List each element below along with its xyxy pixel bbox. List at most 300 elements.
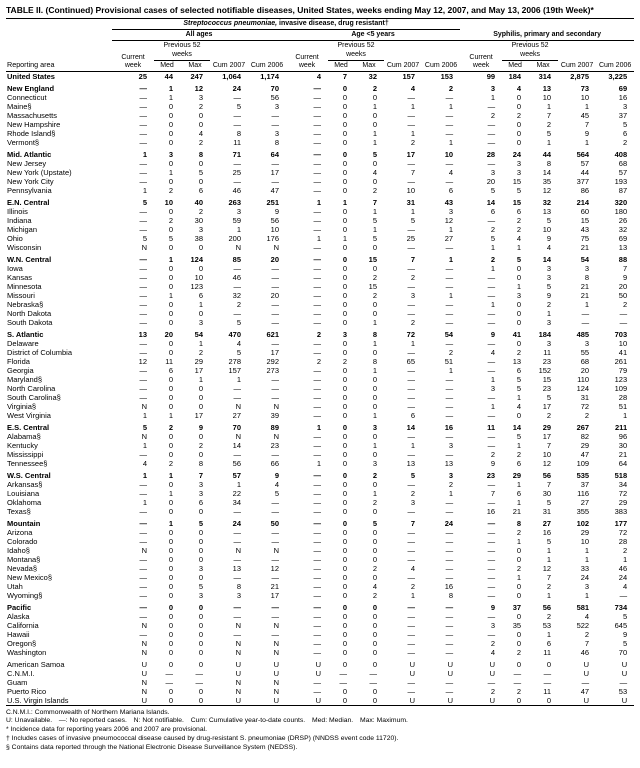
reporting-area-cell: Kansas xyxy=(7,272,33,282)
value-cell: 278 xyxy=(228,356,241,366)
reporting-area-cell: Colorado xyxy=(7,536,38,546)
value-cell: 56 xyxy=(232,458,241,468)
value-cell: — xyxy=(313,590,321,600)
reporting-area-cell: Indiana xyxy=(7,215,32,225)
value-cell: 21 xyxy=(512,506,522,516)
value-cell: 0 xyxy=(198,449,203,459)
value-cell: 0 xyxy=(168,338,173,348)
value-cell: — xyxy=(313,602,321,612)
value-cell: 0 xyxy=(198,554,203,564)
table-body xyxy=(6,71,634,705)
value-cell: 0 xyxy=(342,449,347,459)
value-cell: — xyxy=(139,602,147,612)
value-cell: 0 xyxy=(372,545,377,555)
value-cell: 5 xyxy=(516,185,522,195)
value-cell: — xyxy=(445,263,454,273)
value-cell: 2,875 xyxy=(570,71,590,81)
value-cell: N xyxy=(141,242,147,252)
value-cell: 16 xyxy=(618,92,628,102)
value-cell: 11 xyxy=(165,356,173,366)
value-cell: 5 xyxy=(546,128,552,138)
value-cell: 109 xyxy=(614,383,628,393)
value-cell: — xyxy=(445,686,454,696)
value-cell: 14 xyxy=(486,197,496,207)
value-cell: — xyxy=(487,554,496,564)
value-cell: — xyxy=(271,110,279,120)
value-cell: — xyxy=(487,590,496,600)
value-cell: — xyxy=(487,518,496,528)
value-cell: 0 xyxy=(342,392,347,402)
value-cell: N xyxy=(235,242,241,252)
value-cell: — xyxy=(407,383,415,393)
value-cell: 51 xyxy=(444,356,454,366)
value-cell: — xyxy=(619,308,628,318)
value-cell: 4 xyxy=(584,611,590,621)
value-cell: 2 xyxy=(372,272,377,282)
value-cell: 10 xyxy=(406,185,415,195)
value-cell: U xyxy=(315,659,321,669)
value-cell: 15 xyxy=(512,197,522,207)
value-cell: 29 xyxy=(580,440,590,450)
value-cell: — xyxy=(271,272,279,282)
value-cell: 2 xyxy=(516,215,522,225)
value-cell: — xyxy=(313,167,321,177)
value-cell: 200 xyxy=(228,233,241,243)
reporting-area-cell: Kentucky xyxy=(7,440,38,450)
value-cell: 20 xyxy=(270,254,279,264)
value-cell: N xyxy=(273,620,279,630)
value-cell: 1 xyxy=(198,299,203,309)
value-cell: — xyxy=(445,629,454,639)
value-cell: — xyxy=(487,215,496,225)
value-cell: 32 xyxy=(618,224,628,234)
value-cell: 47 xyxy=(580,449,590,459)
value-cell: 6 xyxy=(448,185,454,195)
value-cell: 0 xyxy=(198,110,203,120)
value-cell: 0 xyxy=(372,383,377,393)
value-cell: 0 xyxy=(342,659,347,669)
value-cell: 3 xyxy=(410,497,415,507)
value-cell: 1 xyxy=(168,92,173,102)
value-cell: 31 xyxy=(580,392,590,402)
value-cell: N xyxy=(235,647,241,657)
value-cell: — xyxy=(139,518,147,528)
reporting-area-cell: North Carolina xyxy=(7,383,56,393)
value-cell: — xyxy=(313,536,321,546)
value-cell: 54 xyxy=(194,329,203,339)
value-cell: — xyxy=(139,392,147,402)
table-row xyxy=(6,357,634,366)
value-cell: — xyxy=(445,410,454,420)
value-cell: 0 xyxy=(516,308,522,318)
value-cell: 0 xyxy=(372,374,377,384)
reporting-area-cell: Wyoming§ xyxy=(7,590,43,600)
value-cell: — xyxy=(233,506,241,516)
value-cell: 13 xyxy=(512,356,522,366)
value-cell: 0 xyxy=(372,401,377,411)
value-cell: — xyxy=(487,392,496,402)
value-cell: — xyxy=(581,677,590,687)
value-cell: 28 xyxy=(618,536,628,546)
table-row xyxy=(6,168,634,177)
value-cell: 0 xyxy=(342,299,347,309)
table-row xyxy=(6,71,634,81)
table-row xyxy=(6,111,634,120)
strep-italic-label: Streptococcus pneumoniae, xyxy=(183,20,278,28)
value-cell: 1 xyxy=(490,92,496,102)
value-cell: 123 xyxy=(614,374,628,384)
reporting-area-cell: Iowa xyxy=(7,263,23,273)
value-cell: 0 xyxy=(342,602,347,612)
value-cell: 0 xyxy=(342,647,347,657)
value-cell: 1,174 xyxy=(260,71,279,81)
reporting-area-cell: Idaho§ xyxy=(7,545,30,555)
col-header-cum-2006: Cum 2006 xyxy=(598,61,632,69)
value-cell: — xyxy=(369,677,377,687)
value-cell: 6 xyxy=(622,128,628,138)
col-header-med: Med xyxy=(508,61,522,69)
value-cell: 0 xyxy=(198,629,203,639)
reporting-area-cell: West Virginia xyxy=(7,410,51,420)
value-cell: — xyxy=(407,602,415,612)
value-cell: 1 xyxy=(410,206,415,216)
value-cell: 1 xyxy=(516,242,522,252)
value-cell: — xyxy=(543,668,552,678)
value-cell: 17 xyxy=(542,401,552,411)
value-cell: — xyxy=(445,602,454,612)
value-cell: 12 xyxy=(138,356,147,366)
value-cell: U xyxy=(409,668,415,678)
value-cell: 0 xyxy=(342,422,347,432)
value-cell: 69 xyxy=(618,233,628,243)
value-cell: — xyxy=(445,506,454,516)
value-cell: — xyxy=(313,506,321,516)
value-cell: 0 xyxy=(168,506,173,516)
table-row xyxy=(6,582,634,591)
value-cell: — xyxy=(513,677,522,687)
table-row xyxy=(6,93,634,102)
value-cell: 3 xyxy=(410,290,415,300)
value-cell: 0 xyxy=(168,527,173,537)
value-cell: 50 xyxy=(270,518,279,528)
value-cell: 13 xyxy=(542,206,552,216)
value-cell: 0 xyxy=(198,308,203,318)
value-cell: 5 xyxy=(372,518,377,528)
table-row xyxy=(6,282,634,291)
value-cell: — xyxy=(271,338,279,348)
value-cell: — xyxy=(313,374,321,384)
value-cell: — xyxy=(445,611,454,621)
value-cell: 0 xyxy=(516,611,522,621)
value-cell: 0 xyxy=(342,224,347,234)
value-cell: 0 xyxy=(342,92,347,102)
value-cell: 4 xyxy=(448,167,454,177)
value-cell: 12 xyxy=(542,185,552,195)
value-cell: 2 xyxy=(516,449,522,459)
value-cell: 4 xyxy=(546,242,552,252)
value-cell: — xyxy=(407,92,415,102)
value-cell: 57 xyxy=(580,158,590,168)
value-cell: — xyxy=(233,527,241,537)
value-cell: 1 xyxy=(372,317,377,327)
value-cell: — xyxy=(619,317,628,327)
value-cell: 3 xyxy=(546,338,552,348)
value-cell: 32 xyxy=(368,71,377,81)
value-cell: 14 xyxy=(512,422,522,432)
value-cell: U xyxy=(489,668,496,678)
value-cell: 176 xyxy=(266,233,279,243)
value-cell: 31 xyxy=(542,506,552,516)
value-cell: 0 xyxy=(516,272,522,282)
value-cell: 13 xyxy=(618,242,628,252)
value-cell: — xyxy=(445,110,454,120)
value-cell: 535 xyxy=(576,470,590,480)
reporting-area-cell: Hawaii xyxy=(7,629,30,639)
value-cell: — xyxy=(487,317,496,327)
value-cell: — xyxy=(233,602,241,612)
value-cell: 27 xyxy=(580,497,590,507)
value-cell: 0 xyxy=(516,659,522,669)
value-cell: 0 xyxy=(342,545,347,555)
value-cell: — xyxy=(407,299,415,309)
value-cell: — xyxy=(445,317,454,327)
value-cell: 21 xyxy=(580,290,590,300)
value-cell: 26 xyxy=(618,215,628,225)
reporting-area-cell: Guam xyxy=(7,677,28,687)
value-cell: 29 xyxy=(512,470,522,480)
value-cell: 72 xyxy=(406,329,415,339)
value-cell: 1 xyxy=(198,374,203,384)
value-cell: 7 xyxy=(584,638,590,648)
value-cell: 1 xyxy=(490,374,496,384)
value-cell: — xyxy=(313,338,321,348)
value-cell: 0 xyxy=(342,497,347,507)
value-cell: 5 xyxy=(198,581,203,591)
value-cell: — xyxy=(487,479,496,489)
value-cell: 0 xyxy=(372,92,377,102)
value-cell: 0 xyxy=(168,383,173,393)
value-cell: 0 xyxy=(372,536,377,546)
value-cell: N xyxy=(141,638,147,648)
value-cell: 152 xyxy=(538,365,552,375)
value-cell: — xyxy=(313,128,321,138)
col-group-strep-pneumoniae xyxy=(112,19,460,30)
value-cell: 0 xyxy=(198,620,203,630)
value-cell: 273 xyxy=(266,365,279,375)
value-cell: — xyxy=(445,392,454,402)
value-cell: 38 xyxy=(194,233,203,243)
value-cell: 9 xyxy=(622,272,628,282)
value-cell: — xyxy=(313,263,321,273)
table-row xyxy=(6,678,634,687)
value-cell: — xyxy=(139,224,147,234)
value-cell: 4 xyxy=(372,167,377,177)
value-cell: 0 xyxy=(372,242,377,252)
value-cell: — xyxy=(487,119,496,129)
value-cell: 4 xyxy=(236,338,241,348)
value-cell: 0 xyxy=(342,128,347,138)
table-row xyxy=(6,300,634,309)
value-cell: — xyxy=(487,272,496,282)
value-cell: 1 xyxy=(546,545,552,555)
value-cell: 5 xyxy=(236,347,241,357)
table-row xyxy=(6,669,634,678)
table-row xyxy=(6,264,634,273)
value-cell: 1 xyxy=(546,629,552,639)
value-cell: 2 xyxy=(516,527,522,537)
value-cell: 0 xyxy=(372,647,377,657)
value-cell: 1 xyxy=(490,299,496,309)
table-row xyxy=(6,639,634,648)
value-cell: 5 xyxy=(372,215,377,225)
value-cell: 2 xyxy=(622,545,628,555)
value-cell: — xyxy=(513,668,522,678)
footnote: † Includes cases of invasive pneumococcal disease caused by drug-resistant S. pneumoniae (DRSP) (NNDSS event code 11720). xyxy=(6,735,399,743)
value-cell: 14 xyxy=(542,167,552,177)
value-cell: 1 xyxy=(168,254,173,264)
value-cell: 2 xyxy=(490,224,496,234)
value-cell: — xyxy=(445,308,454,318)
value-cell: 8 xyxy=(372,329,377,339)
value-cell: 21 xyxy=(580,242,590,252)
value-cell: 35 xyxy=(542,176,552,186)
value-cell: N xyxy=(235,545,241,555)
table-row xyxy=(6,177,634,186)
value-cell: 0 xyxy=(168,101,173,111)
value-cell: — xyxy=(445,449,454,459)
value-cell: N xyxy=(235,431,241,441)
value-cell: — xyxy=(313,518,321,528)
value-cell: 28 xyxy=(618,392,628,402)
table-row xyxy=(6,216,634,225)
value-cell: — xyxy=(487,308,496,318)
value-cell: 3 xyxy=(622,101,628,111)
value-cell: 0 xyxy=(516,629,522,639)
table-row xyxy=(6,102,634,111)
value-cell: — xyxy=(233,572,241,582)
value-cell: 5 xyxy=(622,119,628,129)
value-cell: 5 xyxy=(142,197,147,207)
value-cell: — xyxy=(445,383,454,393)
value-cell: — xyxy=(487,527,496,537)
value-cell: 0 xyxy=(342,242,347,252)
value-cell: 1 xyxy=(546,137,552,147)
value-cell: 11 xyxy=(543,347,552,357)
value-cell: 645 xyxy=(614,620,628,630)
table-row xyxy=(6,243,634,252)
value-cell: — xyxy=(487,128,496,138)
value-cell: N xyxy=(141,620,147,630)
value-cell: — xyxy=(139,611,147,621)
reporting-area-cell: E.S. Central xyxy=(7,422,50,432)
value-cell: — xyxy=(139,167,147,177)
reporting-area-cell: Alabama§ xyxy=(7,431,41,441)
col-header-med: Med xyxy=(160,61,174,69)
value-cell: 2 xyxy=(516,647,522,657)
value-cell: 5 xyxy=(198,167,203,177)
value-cell: — xyxy=(165,668,173,678)
value-cell: 0 xyxy=(168,554,173,564)
value-cell: 1 xyxy=(584,101,590,111)
value-cell: 1 xyxy=(410,440,415,450)
value-cell: 15 xyxy=(580,215,590,225)
value-cell: 0 xyxy=(342,110,347,120)
value-cell: — xyxy=(139,479,147,489)
value-cell: 9 xyxy=(274,206,279,216)
value-cell: 518 xyxy=(614,470,628,480)
table-header xyxy=(6,19,634,71)
value-cell: — xyxy=(407,263,415,273)
value-cell: — xyxy=(445,545,454,555)
value-cell: 79 xyxy=(618,365,628,375)
value-cell: 263 xyxy=(228,197,241,207)
value-cell: 0 xyxy=(168,392,173,402)
value-cell: 7 xyxy=(546,572,552,582)
value-cell: — xyxy=(233,176,241,186)
value-cell: U xyxy=(409,695,415,705)
value-cell: — xyxy=(233,308,241,318)
value-cell: — xyxy=(407,110,415,120)
value-cell: 0 xyxy=(198,527,203,537)
value-cell: 1 xyxy=(546,101,552,111)
value-cell: 3 xyxy=(584,263,590,273)
value-cell: 1 xyxy=(516,440,522,450)
value-cell: 34 xyxy=(618,479,628,489)
value-cell: N xyxy=(273,431,279,441)
value-cell: 0 xyxy=(342,254,347,264)
value-cell: 703 xyxy=(614,329,628,339)
value-cell: 10 xyxy=(580,536,590,546)
value-cell: 0 xyxy=(168,110,173,120)
table-row xyxy=(6,546,634,555)
value-cell: 23 xyxy=(486,470,496,480)
value-cell: 6 xyxy=(546,638,552,648)
table-row xyxy=(6,480,634,489)
value-cell: 12 xyxy=(194,83,203,93)
value-cell: 0 xyxy=(168,158,173,168)
value-cell: 0 xyxy=(342,479,347,489)
value-cell: 20 xyxy=(580,365,590,375)
value-cell: N xyxy=(141,431,147,441)
value-cell: 2 xyxy=(168,422,173,432)
value-cell: 0 xyxy=(168,281,173,291)
value-cell: — xyxy=(233,119,241,129)
value-cell: — xyxy=(313,281,321,291)
value-cell: 0 xyxy=(342,488,347,498)
reporting-area-cell: Maryland§ xyxy=(7,374,43,384)
value-cell: — xyxy=(271,449,279,459)
value-cell: 0 xyxy=(168,317,173,327)
value-cell: 0 xyxy=(372,176,377,186)
value-cell: — xyxy=(313,470,321,480)
value-cell: 193 xyxy=(614,176,628,186)
value-cell: 5 xyxy=(546,281,552,291)
value-cell: — xyxy=(445,128,454,138)
value-cell: 3 xyxy=(274,128,279,138)
value-cell: 22 xyxy=(232,488,241,498)
footnote: C.N.M.I.: Commonwealth of Northern Mariana Islands. xyxy=(6,708,170,716)
value-cell: — xyxy=(313,254,321,264)
value-cell: 0 xyxy=(342,272,347,282)
value-cell: 96 xyxy=(618,431,628,441)
strep-rest-label: invasive disease, drug resistant† xyxy=(277,20,389,28)
value-cell: 1 xyxy=(584,137,590,147)
value-cell: 0 xyxy=(168,545,173,555)
value-cell: 66 xyxy=(270,458,279,468)
value-cell: 0 xyxy=(342,185,347,195)
value-cell: 0 xyxy=(168,128,173,138)
value-cell: 13 xyxy=(542,83,552,93)
